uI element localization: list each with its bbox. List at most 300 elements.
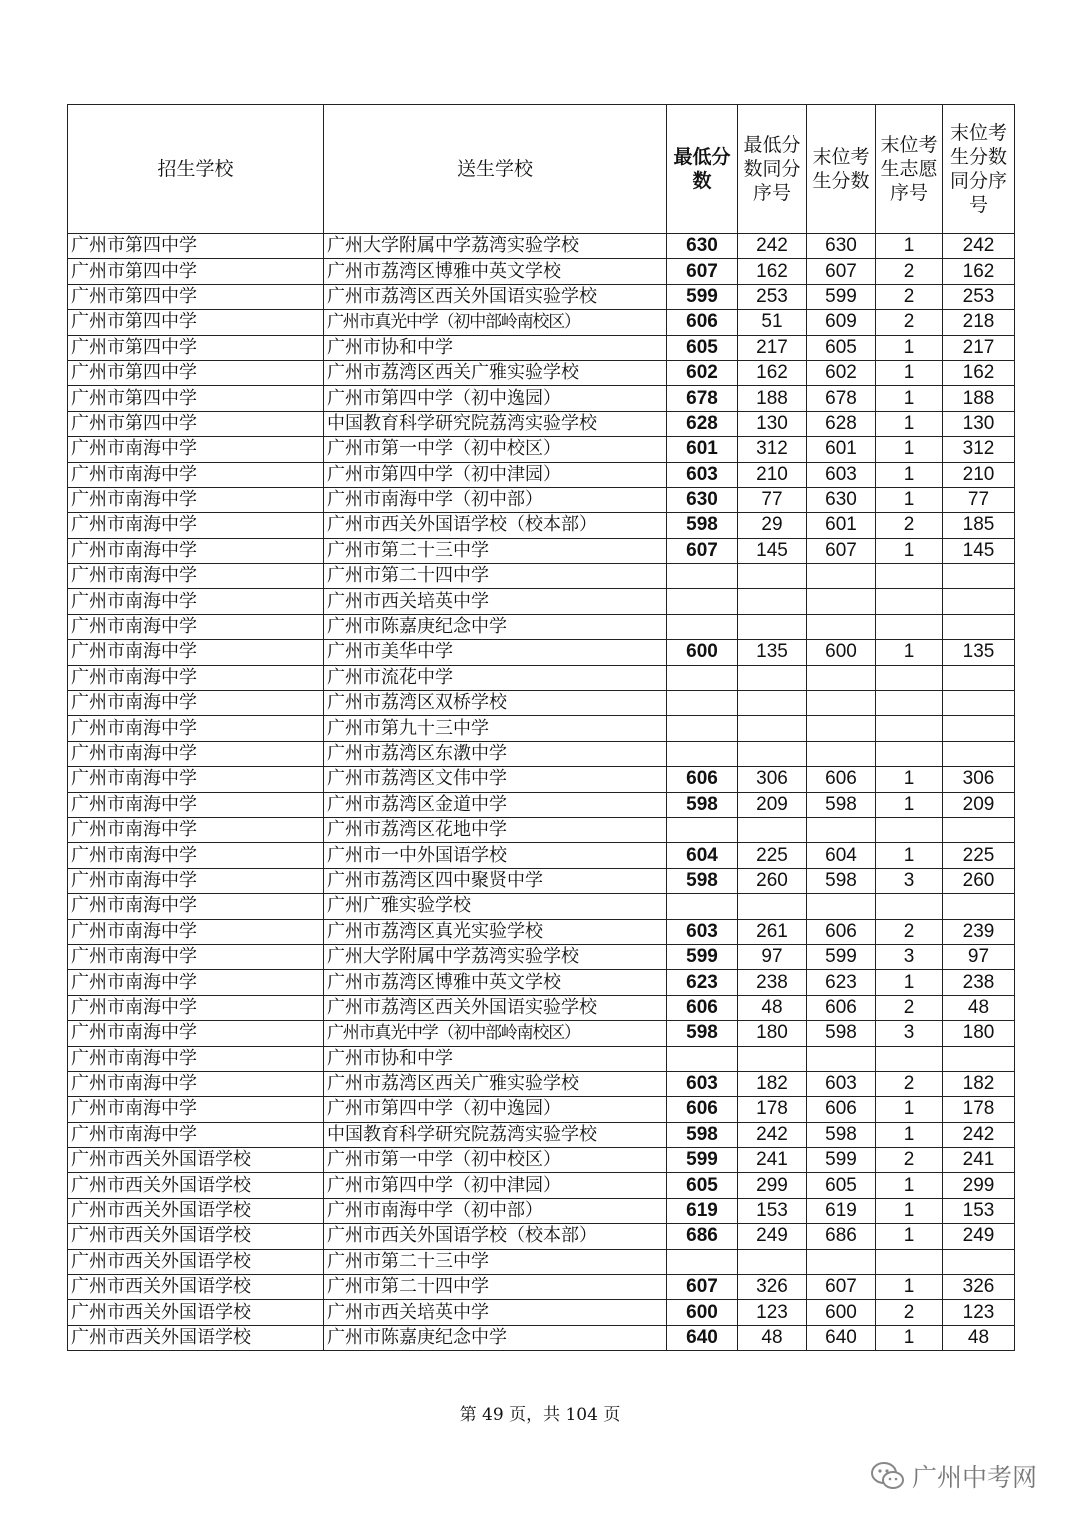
min-score-rank-cell: 48: [738, 1325, 807, 1350]
sending-school-cell: 广州市真光中学（初中部岭南校区）: [324, 310, 667, 335]
last-score-cell: 607: [807, 1275, 876, 1300]
last-wish-rank-cell: 1: [876, 843, 943, 868]
table-row: [68, 335, 1015, 360]
sending-school-cell: 广州市第二十三中学: [324, 1249, 667, 1274]
last-wish-rank-cell: 1: [876, 386, 943, 411]
recruiting-school-cell: 广州市南海中学: [68, 691, 324, 716]
recruiting-school-cell: 广州市南海中学: [68, 513, 324, 538]
page-number: 第 49 页，共 104 页: [459, 1405, 621, 1425]
last-same-rank-cell: 249: [943, 1224, 1015, 1249]
min-score-rank-cell: [738, 691, 807, 716]
min-score-cell: [667, 1249, 738, 1274]
table-row: [68, 995, 1015, 1020]
table-row: [68, 284, 1015, 309]
sending-school-cell: 广州市西关外国语学校（校本部）: [324, 513, 667, 538]
last-same-rank-cell: 48: [943, 995, 1015, 1020]
recruiting-school-cell: 广州市南海中学: [68, 792, 324, 817]
min-score-rank-cell: 299: [738, 1173, 807, 1198]
min-score-rank-cell: 249: [738, 1224, 807, 1249]
recruiting-school-cell: 广州市南海中学: [68, 1097, 324, 1122]
min-score-rank-cell: 182: [738, 1071, 807, 1096]
min-score-rank-cell: 130: [738, 411, 807, 436]
min-score-rank-cell: 153: [738, 1198, 807, 1223]
table-row: [68, 564, 1015, 589]
last-score-cell: 600: [807, 1300, 876, 1325]
table-row: [68, 462, 1015, 487]
sending-school-cell: 广州市荔湾区金道中学: [324, 792, 667, 817]
last-score-cell: 607: [807, 538, 876, 563]
sending-school-cell: 广州市第四中学（初中逸园）: [324, 386, 667, 411]
table-row: [68, 386, 1015, 411]
recruiting-school-cell: 广州市南海中学: [68, 1021, 324, 1046]
table-row: [68, 234, 1015, 259]
min-score-rank-cell: 260: [738, 868, 807, 893]
last-wish-rank-cell: [876, 894, 943, 919]
min-score-cell: 607: [667, 1275, 738, 1300]
recruiting-school-cell: 广州市南海中学: [68, 1071, 324, 1096]
last-score-cell: [807, 589, 876, 614]
min-score-rank-cell: 238: [738, 970, 807, 995]
sending-school-cell: 广州大学附属中学荔湾实验学校: [324, 234, 667, 259]
last-wish-rank-cell: [876, 589, 943, 614]
last-score-cell: 630: [807, 234, 876, 259]
recruiting-school-cell: 广州市南海中学: [68, 868, 324, 893]
sending-school-cell: 广州市荔湾区西关广雅实验学校: [324, 360, 667, 385]
sending-school-cell: 广州市荔湾区博雅中英文学校: [324, 259, 667, 284]
sending-school-cell: 广州市荔湾区东漖中学: [324, 741, 667, 766]
last-wish-rank-cell: 2: [876, 1148, 943, 1173]
last-same-rank-cell: 162: [943, 360, 1015, 385]
last-same-rank-cell: [943, 665, 1015, 690]
sending-school-cell: 广州市荔湾区四中聚贤中学: [324, 868, 667, 893]
last-same-rank-cell: 299: [943, 1173, 1015, 1198]
last-same-rank-cell: 209: [943, 792, 1015, 817]
sending-school-cell: 广州市协和中学: [324, 1046, 667, 1071]
last-score-cell: 601: [807, 437, 876, 462]
last-score-cell: 602: [807, 360, 876, 385]
min-score-cell: 606: [667, 310, 738, 335]
min-score-rank-cell: [738, 1249, 807, 1274]
min-score-rank-cell: 145: [738, 538, 807, 563]
min-score-rank-cell: 180: [738, 1021, 807, 1046]
last-same-rank-cell: 182: [943, 1071, 1015, 1096]
last-same-rank-cell: 306: [943, 767, 1015, 792]
recruiting-school-cell: 广州市南海中学: [68, 1046, 324, 1071]
min-score-cell: 603: [667, 919, 738, 944]
last-same-rank-cell: 162: [943, 259, 1015, 284]
min-score-rank-cell: 326: [738, 1275, 807, 1300]
last-score-cell: 599: [807, 284, 876, 309]
recruiting-school-cell: 广州市第四中学: [68, 259, 324, 284]
sending-school-cell: 广州市第二十四中学: [324, 1275, 667, 1300]
sending-school-cell: 广州市南海中学（初中部）: [324, 487, 667, 512]
sending-school-cell: 广州市荔湾区双桥学校: [324, 691, 667, 716]
last-score-cell: 609: [807, 310, 876, 335]
min-score-rank-cell: [738, 741, 807, 766]
last-same-rank-cell: [943, 817, 1015, 842]
last-score-cell: [807, 564, 876, 589]
last-score-cell: 603: [807, 462, 876, 487]
table-body: [68, 234, 1015, 1351]
header-sending-school: 送生学校: [324, 105, 667, 234]
min-score-cell: 603: [667, 462, 738, 487]
min-score-rank-cell: 209: [738, 792, 807, 817]
min-score-rank-cell: 225: [738, 843, 807, 868]
sending-school-cell: 广州市荔湾区真光实验学校: [324, 919, 667, 944]
sending-school-cell: 广州市第一中学（初中校区）: [324, 1148, 667, 1173]
sending-school-cell: 广州市西关培英中学: [324, 589, 667, 614]
sending-school-cell: 广州市第二十四中学: [324, 564, 667, 589]
last-wish-rank-cell: 1: [876, 1097, 943, 1122]
last-wish-rank-cell: [876, 1046, 943, 1071]
table-row: [68, 868, 1015, 893]
last-wish-rank-cell: [876, 564, 943, 589]
last-score-cell: [807, 665, 876, 690]
min-score-cell: 623: [667, 970, 738, 995]
sending-school-cell: 广州市荔湾区花地中学: [324, 817, 667, 842]
min-score-rank-cell: 135: [738, 640, 807, 665]
last-score-cell: 607: [807, 259, 876, 284]
table-row: [68, 1325, 1015, 1350]
last-score-cell: 640: [807, 1325, 876, 1350]
recruiting-school-cell: 广州市南海中学: [68, 589, 324, 614]
last-wish-rank-cell: [876, 716, 943, 741]
min-score-rank-cell: 48: [738, 995, 807, 1020]
table-row: [68, 817, 1015, 842]
sending-school-cell: 广州市荔湾区文伟中学: [324, 767, 667, 792]
last-score-cell: 604: [807, 843, 876, 868]
sending-school-cell: 广州市荔湾区西关外国语实验学校: [324, 284, 667, 309]
recruiting-school-cell: 广州市第四中学: [68, 284, 324, 309]
last-score-cell: 605: [807, 1173, 876, 1198]
last-same-rank-cell: 130: [943, 411, 1015, 436]
recruiting-school-cell: 广州市第四中学: [68, 386, 324, 411]
min-score-cell: 628: [667, 411, 738, 436]
sending-school-cell: 广州市第四中学（初中津园）: [324, 1173, 667, 1198]
last-same-rank-cell: 253: [943, 284, 1015, 309]
last-same-rank-cell: 178: [943, 1097, 1015, 1122]
last-wish-rank-cell: [876, 1249, 943, 1274]
min-score-cell: [667, 741, 738, 766]
table-row: [68, 691, 1015, 716]
last-same-rank-cell: 145: [943, 538, 1015, 563]
header-last-wish-rank: 末位考生志愿序号: [876, 105, 943, 234]
min-score-cell: 603: [667, 1071, 738, 1096]
table-row: [68, 1071, 1015, 1096]
sending-school-cell: 广州市协和中学: [324, 335, 667, 360]
last-score-cell: 598: [807, 1122, 876, 1147]
sending-school-cell: 中国教育科学研究院荔湾实验学校: [324, 1122, 667, 1147]
sending-school-cell: 广州市陈嘉庚纪念中学: [324, 1325, 667, 1350]
table-row: [68, 716, 1015, 741]
min-score-cell: 606: [667, 995, 738, 1020]
last-score-cell: 686: [807, 1224, 876, 1249]
table-row: [68, 919, 1015, 944]
min-score-cell: 598: [667, 792, 738, 817]
last-score-cell: 606: [807, 919, 876, 944]
recruiting-school-cell: 广州市西关外国语学校: [68, 1275, 324, 1300]
sending-school-cell: 广州市荔湾区博雅中英文学校: [324, 970, 667, 995]
sending-school-cell: 广州市第二十三中学: [324, 538, 667, 563]
table-row: [68, 310, 1015, 335]
recruiting-school-cell: 广州市南海中学: [68, 919, 324, 944]
last-wish-rank-cell: [876, 741, 943, 766]
min-score-rank-cell: 51: [738, 310, 807, 335]
last-same-rank-cell: 326: [943, 1275, 1015, 1300]
last-score-cell: 678: [807, 386, 876, 411]
sending-school-cell: 广州市荔湾区西关广雅实验学校: [324, 1071, 667, 1096]
table-row: [68, 1148, 1015, 1173]
min-score-cell: 598: [667, 1021, 738, 1046]
recruiting-school-cell: 广州市西关外国语学校: [68, 1249, 324, 1274]
min-score-rank-cell: [738, 817, 807, 842]
min-score-cell: [667, 817, 738, 842]
last-wish-rank-cell: 1: [876, 487, 943, 512]
min-score-cell: [667, 589, 738, 614]
min-score-cell: 678: [667, 386, 738, 411]
last-score-cell: 606: [807, 767, 876, 792]
last-score-cell: 599: [807, 1148, 876, 1173]
min-score-cell: 598: [667, 868, 738, 893]
last-same-rank-cell: 241: [943, 1148, 1015, 1173]
min-score-cell: 599: [667, 284, 738, 309]
last-same-rank-cell: [943, 716, 1015, 741]
sending-school-cell: 广州市陈嘉庚纪念中学: [324, 614, 667, 639]
table-row: [68, 1224, 1015, 1249]
table-row: [68, 614, 1015, 639]
last-score-cell: 628: [807, 411, 876, 436]
last-wish-rank-cell: 2: [876, 513, 943, 538]
last-wish-rank-cell: [876, 665, 943, 690]
recruiting-school-cell: 广州市南海中学: [68, 995, 324, 1020]
last-same-rank-cell: [943, 1249, 1015, 1274]
sending-school-cell: 广州市第九十三中学: [324, 716, 667, 741]
min-score-cell: [667, 614, 738, 639]
recruiting-school-cell: 广州市南海中学: [68, 894, 324, 919]
last-score-cell: 599: [807, 944, 876, 969]
min-score-cell: 604: [667, 843, 738, 868]
recruiting-school-cell: 广州市南海中学: [68, 462, 324, 487]
table-row: [68, 259, 1015, 284]
last-same-rank-cell: 48: [943, 1325, 1015, 1350]
table-row: [68, 944, 1015, 969]
last-same-rank-cell: [943, 589, 1015, 614]
last-wish-rank-cell: [876, 691, 943, 716]
last-score-cell: 619: [807, 1198, 876, 1223]
sending-school-cell: 广州市南海中学（初中部）: [324, 1198, 667, 1223]
recruiting-school-cell: 广州市第四中学: [68, 411, 324, 436]
table-row: [68, 538, 1015, 563]
watermark-text: 广州中考网: [912, 1463, 1038, 1492]
sending-school-cell: 广州市第四中学（初中逸园）: [324, 1097, 667, 1122]
wechat-icon: [870, 1461, 906, 1491]
table-row: [68, 437, 1015, 462]
table-row: [68, 970, 1015, 995]
last-same-rank-cell: 180: [943, 1021, 1015, 1046]
table-row: [68, 741, 1015, 766]
table-row: [68, 589, 1015, 614]
recruiting-school-cell: 广州市南海中学: [68, 944, 324, 969]
min-score-cell: 598: [667, 513, 738, 538]
table-row: [68, 665, 1015, 690]
min-score-cell: 600: [667, 640, 738, 665]
min-score-rank-cell: 253: [738, 284, 807, 309]
last-same-rank-cell: 242: [943, 234, 1015, 259]
recruiting-school-cell: 广州市南海中学: [68, 665, 324, 690]
sending-school-cell: 广州市第一中学（初中校区）: [324, 437, 667, 462]
last-same-rank-cell: 188: [943, 386, 1015, 411]
last-wish-rank-cell: 1: [876, 640, 943, 665]
min-score-rank-cell: [738, 614, 807, 639]
min-score-rank-cell: 217: [738, 335, 807, 360]
table-row: [68, 513, 1015, 538]
min-score-rank-cell: [738, 894, 807, 919]
table-row: [68, 487, 1015, 512]
last-same-rank-cell: 97: [943, 944, 1015, 969]
last-same-rank-cell: 135: [943, 640, 1015, 665]
last-wish-rank-cell: 1: [876, 970, 943, 995]
last-same-rank-cell: 260: [943, 868, 1015, 893]
last-same-rank-cell: 185: [943, 513, 1015, 538]
last-wish-rank-cell: 3: [876, 868, 943, 893]
recruiting-school-cell: 广州市南海中学: [68, 817, 324, 842]
last-score-cell: [807, 894, 876, 919]
last-score-cell: 601: [807, 513, 876, 538]
header-last-score: 末位考生分数: [807, 105, 876, 234]
sending-school-cell: 广州广雅实验学校: [324, 894, 667, 919]
last-wish-rank-cell: 1: [876, 1325, 943, 1350]
last-same-rank-cell: 239: [943, 919, 1015, 944]
min-score-cell: 599: [667, 1148, 738, 1173]
recruiting-school-cell: 广州市西关外国语学校: [68, 1198, 324, 1223]
last-score-cell: 623: [807, 970, 876, 995]
min-score-rank-cell: 242: [738, 234, 807, 259]
min-score-rank-cell: [738, 564, 807, 589]
table-row: [68, 792, 1015, 817]
min-score-rank-cell: 210: [738, 462, 807, 487]
recruiting-school-cell: 广州市南海中学: [68, 843, 324, 868]
table-row: [68, 411, 1015, 436]
min-score-rank-cell: 242: [738, 1122, 807, 1147]
sending-school-cell: 广州市荔湾区西关外国语实验学校: [324, 995, 667, 1020]
last-same-rank-cell: 123: [943, 1300, 1015, 1325]
min-score-cell: 607: [667, 259, 738, 284]
recruiting-school-cell: 广州市南海中学: [68, 614, 324, 639]
min-score-cell: [667, 665, 738, 690]
last-score-cell: [807, 1249, 876, 1274]
last-wish-rank-cell: 2: [876, 1071, 943, 1096]
last-score-cell: [807, 614, 876, 639]
recruiting-school-cell: 广州市南海中学: [68, 487, 324, 512]
last-wish-rank-cell: 2: [876, 284, 943, 309]
sending-school-cell: 中国教育科学研究院荔湾实验学校: [324, 411, 667, 436]
recruiting-school-cell: 广州市第四中学: [68, 360, 324, 385]
header-recruiting-school: 招生学校: [68, 105, 324, 234]
min-score-cell: 598: [667, 1122, 738, 1147]
min-score-rank-cell: 29: [738, 513, 807, 538]
last-wish-rank-cell: 1: [876, 360, 943, 385]
table-row: [68, 640, 1015, 665]
last-wish-rank-cell: 2: [876, 310, 943, 335]
last-wish-rank-cell: 1: [876, 1275, 943, 1300]
recruiting-school-cell: 广州市南海中学: [68, 716, 324, 741]
min-score-cell: 606: [667, 1097, 738, 1122]
table-row: [68, 1122, 1015, 1147]
min-score-cell: 601: [667, 437, 738, 462]
last-score-cell: [807, 817, 876, 842]
last-same-rank-cell: 312: [943, 437, 1015, 462]
recruiting-school-cell: 广州市南海中学: [68, 640, 324, 665]
min-score-rank-cell: 306: [738, 767, 807, 792]
last-score-cell: 600: [807, 640, 876, 665]
min-score-cell: [667, 716, 738, 741]
recruiting-school-cell: 广州市西关外国语学校: [68, 1300, 324, 1325]
last-wish-rank-cell: 1: [876, 411, 943, 436]
recruiting-school-cell: 广州市南海中学: [68, 1122, 324, 1147]
last-same-rank-cell: [943, 564, 1015, 589]
last-score-cell: [807, 716, 876, 741]
last-score-cell: 606: [807, 995, 876, 1020]
last-score-cell: 603: [807, 1071, 876, 1096]
last-wish-rank-cell: 1: [876, 462, 943, 487]
min-score-cell: 600: [667, 1300, 738, 1325]
sending-school-cell: 广州市西关外国语学校（校本部）: [324, 1224, 667, 1249]
min-score-cell: 630: [667, 234, 738, 259]
recruiting-school-cell: 广州市南海中学: [68, 564, 324, 589]
table-row: [68, 1046, 1015, 1071]
sending-school-cell: 广州市一中外国语学校: [324, 843, 667, 868]
min-score-rank-cell: [738, 589, 807, 614]
recruiting-school-cell: 广州市南海中学: [68, 437, 324, 462]
min-score-rank-cell: 261: [738, 919, 807, 944]
table-row: [68, 1097, 1015, 1122]
table-row: [68, 1198, 1015, 1223]
last-wish-rank-cell: 2: [876, 1300, 943, 1325]
last-wish-rank-cell: 1: [876, 538, 943, 563]
sending-school-cell: 广州市美华中学: [324, 640, 667, 665]
last-wish-rank-cell: 1: [876, 1198, 943, 1223]
last-wish-rank-cell: 3: [876, 944, 943, 969]
last-wish-rank-cell: 2: [876, 259, 943, 284]
header-last-same-rank: 末位考生分数同分序号: [943, 105, 1015, 234]
min-score-cell: 599: [667, 944, 738, 969]
min-score-cell: [667, 1046, 738, 1071]
last-score-cell: [807, 691, 876, 716]
last-wish-rank-cell: [876, 817, 943, 842]
last-wish-rank-cell: 1: [876, 792, 943, 817]
last-wish-rank-cell: 1: [876, 234, 943, 259]
last-same-rank-cell: 217: [943, 335, 1015, 360]
table-row: [68, 1249, 1015, 1274]
sending-school-cell: 广州市第四中学（初中津园）: [324, 462, 667, 487]
min-score-cell: 640: [667, 1325, 738, 1350]
recruiting-school-cell: 广州市西关外国语学校: [68, 1148, 324, 1173]
min-score-cell: [667, 894, 738, 919]
table-header: [68, 105, 1015, 234]
sending-school-cell: 广州市流花中学: [324, 665, 667, 690]
last-same-rank-cell: [943, 1046, 1015, 1071]
min-score-rank-cell: 123: [738, 1300, 807, 1325]
last-same-rank-cell: 218: [943, 310, 1015, 335]
min-score-rank-cell: 178: [738, 1097, 807, 1122]
min-score-rank-cell: [738, 716, 807, 741]
recruiting-school-cell: 广州市南海中学: [68, 970, 324, 995]
last-wish-rank-cell: 1: [876, 335, 943, 360]
last-wish-rank-cell: 1: [876, 1224, 943, 1249]
min-score-cell: 630: [667, 487, 738, 512]
table-row: [68, 360, 1015, 385]
last-score-cell: [807, 741, 876, 766]
